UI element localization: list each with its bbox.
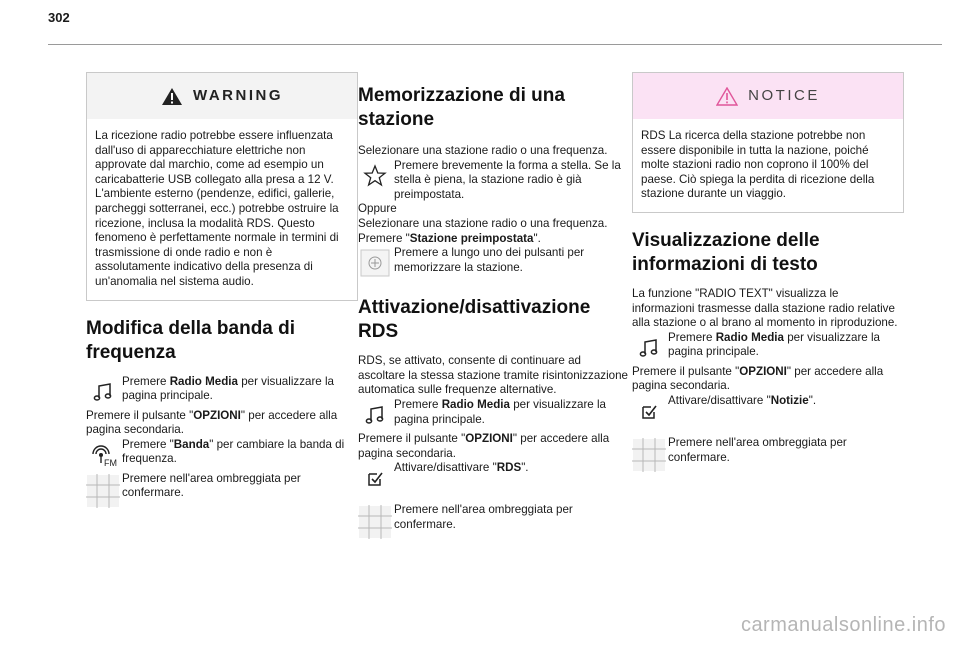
band-step-options: Premere il pulsante "OPZIONI" per accedere alla pagina secondaria. <box>86 408 338 437</box>
checkbox-icon <box>632 394 666 428</box>
rds-step-toggle: Attivare/disattivare "RDS". <box>358 461 630 495</box>
notice-triangle-icon <box>716 87 738 106</box>
music-note-icon <box>358 398 392 432</box>
text-info-step-toggle: Attivare/disattivare "Notizie". <box>632 394 904 428</box>
memorize-long-press-step: Premere a lungo uno dei pulsanti per memorizzare la stazione. <box>358 246 630 280</box>
grid-area-icon <box>632 436 666 474</box>
memorize-or: Oppure <box>358 202 397 216</box>
rds-title: Attivazione/disattivazione RDS <box>358 297 591 343</box>
rds-section <box>358 296 630 541</box>
notice-box <box>632 72 904 213</box>
rds-step-confirm: Premere nell'area ombreggiata per confermare. <box>358 503 630 541</box>
text-info-intro: La funzione "RADIO TEXT" visualizza le informazioni trasmesse dalla stazione radio relative alla stazione o al brano al momento in riproduzione. <box>632 286 898 330</box>
band-section <box>86 317 358 510</box>
add-preset-icon <box>358 246 392 280</box>
text-info-step-confirm: Premere nell'area ombreggiata per confermare. <box>632 436 904 474</box>
star-icon <box>358 159 392 193</box>
music-note-icon <box>632 331 666 365</box>
radio-fm-icon <box>86 438 120 472</box>
svg-text:FM: FM <box>104 457 117 468</box>
memorize-star-step: Premere brevemente la forma a stella. Se la stella è piena, la stazione radio è già preimpostata. <box>358 159 630 203</box>
column-1 <box>86 72 358 510</box>
warning-header <box>87 73 357 119</box>
warning-text: La ricezione radio potrebbe essere influenzata dall'uso di apparecchiature elettriche non approvate dal marchio, come ad esempio un caricabatterie USB collegato alla presa a 12 V. L'ambiente esterno (pendenze, edifici, gallerie, parcheggi sotterranei, ecc.) potrebbe ostruire la ricezione, inclusa la modalità RDS. Questo fenomeno è perfettamente normale in termini di trasmissione di onde radio e non è assolutamente indicativo della presenza di un'anomalia nel sistema audio. <box>95 129 339 288</box>
warning-box <box>86 72 358 301</box>
column-2 <box>358 72 630 541</box>
checkbox-icon <box>358 461 392 495</box>
grid-area-icon <box>358 503 392 541</box>
memorize-preset-step: Premere "Stazione preimpostata". <box>358 231 541 245</box>
text-info-step-options: Premere il pulsante "OPZIONI" per accedere alla pagina secondaria. <box>632 364 884 393</box>
band-step-radio-media: Premere Radio Media per visualizzare la pagina principale. <box>86 375 358 409</box>
rds-intro: RDS, se attivato, consente di continuare ad ascoltare la stessa stazione tramite risintonizzazione automatica sulle frequenze alternative. <box>358 354 629 397</box>
page-number: 302 <box>48 10 70 25</box>
memorize-section <box>358 84 630 280</box>
band-title: Modifica della banda di frequenza <box>86 317 296 363</box>
memorize-title: Memorizzazione di una stazione <box>358 85 565 130</box>
rds-step-options: Premere il pulsante "OPZIONI" per accedere alla pagina secondaria. <box>358 431 610 460</box>
music-note-icon <box>86 375 120 409</box>
rds-step-radio-media: Premere Radio Media per visualizzare la pagina principale. <box>358 398 630 432</box>
header-divider <box>48 44 942 45</box>
text-info-title: Visualizzazione delle informazioni di testo <box>632 229 820 275</box>
column-3 <box>632 72 904 474</box>
warning-triangle-icon <box>161 87 183 106</box>
notice-text: RDS La ricerca della stazione potrebbe non essere disponibile in tutta la nazione, poiché molte stazioni radio non coprono il 100% del paese. Ciò spiega la perdita di ricezione della stazione durante un viaggio. <box>641 129 875 201</box>
text-info-section <box>632 229 904 474</box>
text-info-step-radio-media: Premere Radio Media per visualizzare la pagina principale. <box>632 331 904 365</box>
grid-area-icon <box>86 472 120 510</box>
footer-watermark: carmanualsonline.info <box>740 614 946 636</box>
memorize-intro-2: Selezionare una stazione radio o una frequenza. <box>358 216 608 230</box>
notice-header <box>633 73 903 119</box>
notice-title: NOTICE <box>748 86 820 104</box>
memorize-intro: Selezionare una stazione radio o una frequenza. <box>358 144 608 157</box>
band-step-confirm: Premere nell'area ombreggiata per confermare. <box>86 472 358 510</box>
band-step-banda: FM Premere "Banda" per cambiare la banda di frequenza. <box>86 438 358 472</box>
warning-title: WARNING <box>193 86 283 104</box>
